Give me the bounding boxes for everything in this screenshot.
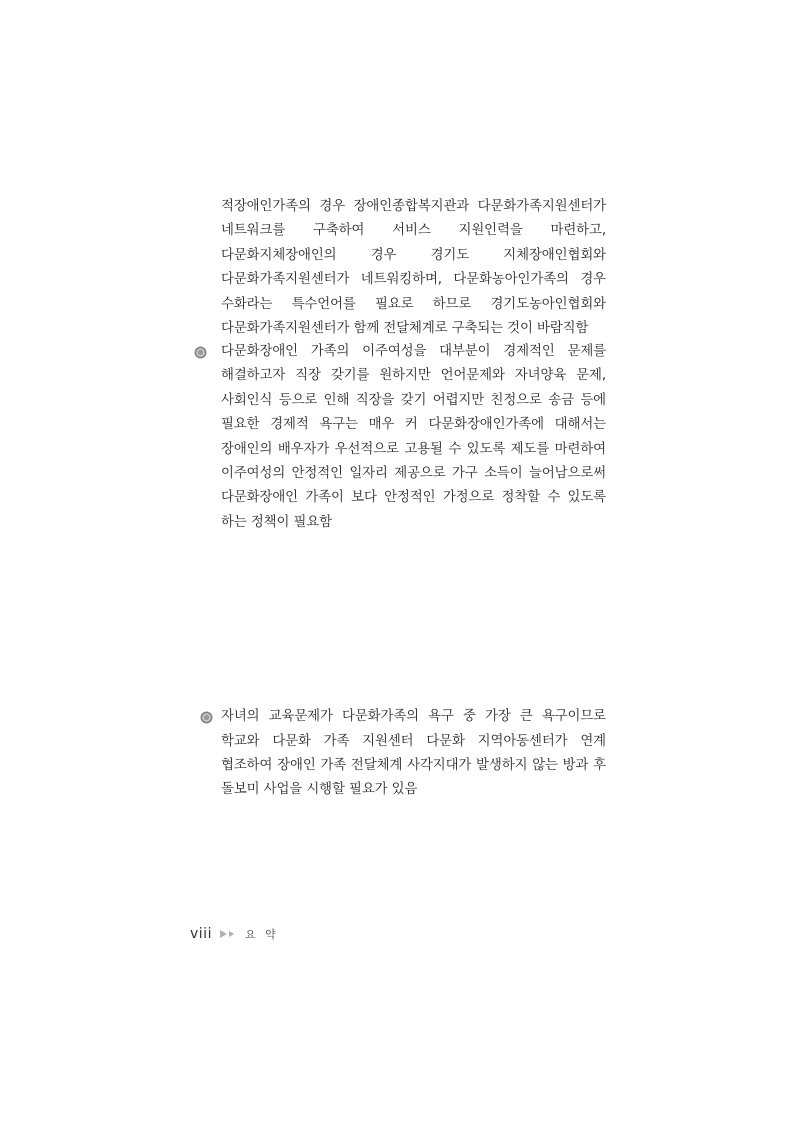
bullet-item-employment xyxy=(221,340,606,535)
page-number: viii xyxy=(190,926,212,942)
paragraph-text: 자녀의 교육문제가 다문화가족의 욕구 중 가장 큰 욕구이므로 학교와 다문화 가족 지원센터 다문화 지역아동센터가 연계 협조하여 장애인 가족 전달체계 사각지대가 발생하지 않는 방과 후 돌보미 사업을 시행할 필요가 있음 xyxy=(221,709,606,798)
page-footer xyxy=(190,924,279,944)
paragraph-continued xyxy=(221,195,606,341)
circle-bullet-icon xyxy=(195,347,206,358)
paragraph-text: 적장애인가족의 경우 장애인종합복지관과 다문화가족지원센터가 네트워크를 구축하여 서비스 지원인력을 마련하고, 다문화지체장애인의 경우 경기도 지체장애인협회와 다문화가족지원센터가 네트워킹하며, 다문화농아인가족의 경우 수화라는 특수언어를 필요로 하므로 경기도농아인협회와 다문화가족지원센터가 함께 전달체계로 구축되는 것이 바람직함 xyxy=(221,199,606,337)
paragraph-text: 다문화장애인 가족의 이주여성을 대부분이 경제적인 문제를 해결하고자 직장 갖기를 원하지만 언어문제와 자녀양육 문제, 사회인식 등으로 인해 직장을 갖기 어렵지만 친정으로 송금 등에 필요한 경제적 욕구는 매우 커 다문화장애인가족에 대해서는 장애인의 배우자가 우선적으로 고용될 수 있도록 제도를 마련하여 이주여성의 안정적인 일자리 제공으로 가구 소득이 늘어남으로써 다문화장애인 가족이 보다 안정적인 가정으로 정착할 수 있도록 하는 정책이 필요함 xyxy=(221,344,606,530)
bullet-item-education xyxy=(221,705,606,803)
section-label: 요 약 xyxy=(244,928,279,941)
double-arrow-icon xyxy=(220,930,236,938)
circle-bullet-icon xyxy=(201,712,212,723)
